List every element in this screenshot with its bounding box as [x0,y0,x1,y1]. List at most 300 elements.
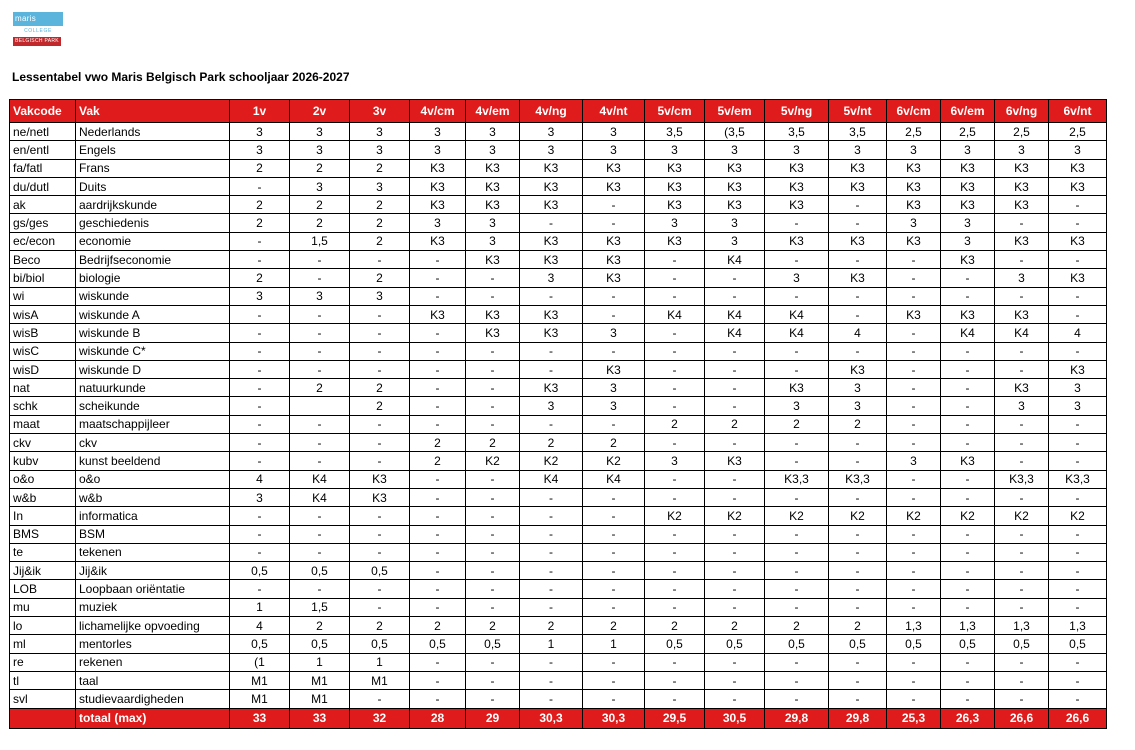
hours-cell: - [466,470,520,488]
hours-cell: 2,5 [941,123,995,141]
hours-cell: - [941,379,995,397]
hours-cell: - [645,488,705,506]
hours-cell: K3 [887,305,941,323]
vak-cell: Jij&ik [76,562,230,580]
hours-cell: - [583,342,645,360]
hours-cell: - [995,251,1049,269]
hours-cell: - [829,525,887,543]
hours-cell: - [466,671,520,689]
hours-cell: 3 [995,397,1049,415]
hours-cell: 2 [290,214,350,232]
hours-cell: K3 [583,177,645,195]
hours-cell: - [230,177,290,195]
hours-cell: - [765,653,829,671]
vak-cell: taal [76,671,230,689]
hours-cell: K3,3 [995,470,1049,488]
hours-cell: - [466,598,520,616]
hours-cell: - [645,342,705,360]
hours-cell: 3 [290,287,350,305]
vak-cell: tekenen [76,543,230,561]
hours-cell: - [230,580,290,598]
hours-cell: - [410,598,466,616]
vak-cell: Duits [76,177,230,195]
hours-cell: - [410,287,466,305]
hours-cell: 4 [1049,324,1107,342]
hours-cell: K3 [887,196,941,214]
total-cell: 28 [410,708,466,728]
hours-cell: K2 [995,507,1049,525]
logo-maris-text: maris [13,12,63,26]
hours-cell: - [645,525,705,543]
hours-cell: 0,5 [230,635,290,653]
hours-cell: 2 [350,379,410,397]
hours-cell: 0,5 [230,562,290,580]
hours-cell: 1,5 [290,232,350,250]
hours-cell: - [410,543,466,561]
hours-cell: 2 [705,415,765,433]
hours-cell: K3,3 [765,470,829,488]
hours-cell: K3 [410,196,466,214]
hours-cell: - [765,525,829,543]
hours-cell: 3 [466,141,520,159]
hours-cell: K2 [887,507,941,525]
hours-cell: K3 [829,177,887,195]
hours-cell: 3 [466,214,520,232]
hours-cell: K3 [350,488,410,506]
hours-cell: 3 [645,141,705,159]
hours-cell: - [645,379,705,397]
hours-cell: 4 [230,470,290,488]
hours-cell: K3 [520,196,583,214]
hours-cell: - [1049,653,1107,671]
hours-cell: 3 [705,232,765,250]
vak-cell: wiskunde C* [76,342,230,360]
table-row [10,159,1107,177]
hours-cell: - [765,342,829,360]
hours-cell: K2 [941,507,995,525]
hours-cell: - [645,562,705,580]
hours-cell: - [520,562,583,580]
vakcode-cell: wisB [10,324,76,342]
vak-cell: muziek [76,598,230,616]
hours-cell: 2 [230,269,290,287]
hours-cell: - [887,287,941,305]
total-cell: totaal (max) [76,708,230,728]
column-header: 4v/cm [410,100,466,123]
hours-cell: - [995,360,1049,378]
hours-cell: - [230,415,290,433]
column-header: 5v/em [705,100,765,123]
hours-cell: - [705,287,765,305]
table-row [10,397,1107,415]
hours-cell: - [645,360,705,378]
hours-cell: - [645,653,705,671]
hours-cell: - [410,379,466,397]
hours-cell: - [290,360,350,378]
hours-cell: - [230,452,290,470]
hours-cell: - [583,214,645,232]
hours-cell: 0,5 [410,635,466,653]
hours-cell: 3 [290,123,350,141]
hours-cell: - [520,690,583,708]
hours-cell: K3 [583,159,645,177]
table-row [10,305,1107,323]
table-row [10,525,1107,543]
hours-cell: - [829,434,887,452]
hours-cell: - [230,232,290,250]
vakcode-cell: ec/econ [10,232,76,250]
hours-cell: - [995,653,1049,671]
vak-cell: Engels [76,141,230,159]
hours-cell: M1 [230,690,290,708]
hours-cell: - [765,580,829,598]
logo-location-text: BELGISCH PARK [13,37,61,46]
hours-cell: - [995,415,1049,433]
hours-cell: K3 [705,177,765,195]
hours-cell: - [829,598,887,616]
hours-cell: - [765,562,829,580]
hours-cell: K3 [941,452,995,470]
hours-cell: 0,5 [290,562,350,580]
hours-cell: 3 [705,141,765,159]
column-header: 5v/cm [645,100,705,123]
hours-cell: - [583,653,645,671]
column-header: 5v/nt [829,100,887,123]
table-row [10,232,1107,250]
hours-cell: - [705,397,765,415]
hours-cell: - [705,598,765,616]
column-header: 5v/ng [765,100,829,123]
hours-cell: - [1049,488,1107,506]
hours-cell: 3 [520,123,583,141]
table-row [10,342,1107,360]
vakcode-cell: gs/ges [10,214,76,232]
hours-cell: - [410,488,466,506]
hours-cell: 1,3 [995,617,1049,635]
hours-cell: - [350,580,410,598]
table-row [10,690,1107,708]
total-cell: 26,6 [1049,708,1107,728]
hours-cell: - [887,379,941,397]
hours-cell: 3,5 [645,123,705,141]
hours-cell: - [290,269,350,287]
hours-cell: 0,5 [941,635,995,653]
hours-cell: K3 [887,232,941,250]
hours-cell: - [645,287,705,305]
hours-cell: K3 [765,177,829,195]
hours-cell: K3 [705,196,765,214]
hours-cell: K2 [583,452,645,470]
table-row [10,251,1107,269]
hours-cell: 0,5 [645,635,705,653]
vak-cell: maatschappijleer [76,415,230,433]
hours-cell: 2 [410,617,466,635]
vakcode-cell: Jij&ik [10,562,76,580]
hours-cell: - [1049,305,1107,323]
hours-cell: M1 [290,671,350,689]
hours-cell: - [1049,434,1107,452]
hours-cell: K4 [520,470,583,488]
vak-cell: natuurkunde [76,379,230,397]
hours-cell: K3 [520,251,583,269]
hours-cell: 3 [410,123,466,141]
hours-cell: - [941,580,995,598]
hours-cell: - [829,214,887,232]
hours-cell: K3 [466,159,520,177]
hours-cell: 2 [645,617,705,635]
hours-cell: - [941,488,995,506]
hours-cell: - [705,360,765,378]
hours-cell: 3 [583,379,645,397]
hours-cell: K3 [410,305,466,323]
column-header: Vakcode [10,100,76,123]
vak-cell: Loopbaan oriëntatie [76,580,230,598]
column-header: 4v/ng [520,100,583,123]
hours-cell: 2 [290,617,350,635]
hours-cell: - [995,287,1049,305]
hours-cell: - [1049,342,1107,360]
hours-cell: - [995,434,1049,452]
vak-cell: aardrijkskunde [76,196,230,214]
hours-cell: - [350,360,410,378]
vak-cell: studievaardigheden [76,690,230,708]
total-cell [10,708,76,728]
hours-cell: - [230,525,290,543]
hours-cell: - [466,269,520,287]
hours-cell: - [829,653,887,671]
vakcode-cell: wisC [10,342,76,360]
hours-cell: - [705,470,765,488]
hours-cell: - [466,690,520,708]
hours-cell: K3 [645,159,705,177]
hours-cell: - [995,543,1049,561]
vak-cell: scheikunde [76,397,230,415]
hours-cell: - [1049,598,1107,616]
hours-cell: - [1049,543,1107,561]
hours-cell: - [645,434,705,452]
hours-cell: - [583,598,645,616]
hours-cell: 2 [290,196,350,214]
hours-cell: - [887,434,941,452]
hours-cell: - [645,470,705,488]
hours-cell: - [520,580,583,598]
table-row [10,452,1107,470]
hours-cell: K3 [520,159,583,177]
hours-cell: - [765,251,829,269]
vakcode-cell: ml [10,635,76,653]
hours-cell: K2 [466,452,520,470]
vak-cell: lichamelijke opvoeding [76,617,230,635]
hours-cell: 0,5 [705,635,765,653]
hours-cell: - [230,342,290,360]
hours-cell: 2 [350,214,410,232]
hours-cell: - [583,690,645,708]
hours-cell: - [290,342,350,360]
vak-cell: biologie [76,269,230,287]
hours-cell: - [466,342,520,360]
hours-cell: - [290,251,350,269]
vak-cell: Bedrijfseconomie [76,251,230,269]
total-cell: 30,3 [583,708,645,728]
hours-cell: - [829,580,887,598]
hours-cell: - [941,562,995,580]
hours-cell: - [466,525,520,543]
hours-cell: 3 [829,141,887,159]
hours-cell: - [350,598,410,616]
table-row [10,360,1107,378]
hours-cell: 3 [765,269,829,287]
hours-cell: 0,5 [350,562,410,580]
vakcode-cell: BMS [10,525,76,543]
hours-cell: - [466,580,520,598]
hours-cell: K3 [829,360,887,378]
vak-cell: geschiedenis [76,214,230,232]
hours-cell: 3 [230,488,290,506]
hours-cell: - [520,415,583,433]
hours-cell: - [995,452,1049,470]
hours-cell: - [765,671,829,689]
hours-cell: 3 [887,452,941,470]
hours-cell: - [765,452,829,470]
hours-cell: K3 [829,159,887,177]
hours-cell: 4 [829,324,887,342]
hours-cell: - [410,580,466,598]
hours-cell: - [645,543,705,561]
hours-cell: M1 [350,671,410,689]
total-cell: 29,5 [645,708,705,728]
hours-cell: 2,5 [995,123,1049,141]
hours-cell: K3 [520,177,583,195]
hours-cell: - [705,580,765,598]
vak-cell: mentorles [76,635,230,653]
hours-cell: - [466,360,520,378]
hours-cell: 3 [583,324,645,342]
hours-cell: 2 [350,232,410,250]
hours-cell: K3 [887,177,941,195]
hours-cell: - [765,598,829,616]
hours-cell: - [645,671,705,689]
hours-cell: 2 [583,617,645,635]
vak-cell: Frans [76,159,230,177]
hours-cell: 3 [829,379,887,397]
hours-cell: 2 [520,434,583,452]
vakcode-cell: wi [10,287,76,305]
total-cell: 25,3 [887,708,941,728]
table-row [10,287,1107,305]
column-header: 2v [290,100,350,123]
hours-cell: K3 [995,232,1049,250]
hours-cell: K3 [466,251,520,269]
hours-cell: - [410,690,466,708]
hours-cell: K3 [941,196,995,214]
hours-cell: K4 [645,305,705,323]
hours-cell: K3 [995,177,1049,195]
hours-cell: - [705,562,765,580]
hours-cell: 2 [583,434,645,452]
table-row [10,580,1107,598]
hours-cell: K3 [520,324,583,342]
hours-cell: K3 [995,196,1049,214]
hours-cell: - [765,543,829,561]
hours-cell: - [520,525,583,543]
hours-cell: K3 [941,177,995,195]
hours-cell: K3 [765,232,829,250]
hours-cell: - [765,488,829,506]
table-row [10,671,1107,689]
hours-cell: 1 [350,653,410,671]
school-logo [13,12,63,46]
vakcode-cell: bi/biol [10,269,76,287]
column-header: 6v/ng [995,100,1049,123]
column-header: 4v/em [466,100,520,123]
hours-cell: 1,3 [887,617,941,635]
hours-cell: - [583,287,645,305]
hours-cell: 2 [350,196,410,214]
hours-cell: - [350,507,410,525]
hours-cell: K3 [941,251,995,269]
hours-cell: - [887,690,941,708]
hours-cell: - [995,580,1049,598]
hours-cell: 2 [410,434,466,452]
hours-cell: K3 [520,232,583,250]
hours-cell: K4 [765,305,829,323]
table-row [10,653,1107,671]
hours-cell: - [466,653,520,671]
hours-cell: K3 [645,177,705,195]
hours-cell: 0,5 [350,635,410,653]
hours-cell: K3 [466,305,520,323]
vak-cell: BSM [76,525,230,543]
hours-cell: - [645,269,705,287]
hours-cell: K3,3 [829,470,887,488]
hours-cell: - [466,488,520,506]
hours-cell: - [583,543,645,561]
hours-cell: - [887,360,941,378]
hours-cell: K3 [1049,360,1107,378]
hours-cell: - [583,562,645,580]
hours-cell: - [829,562,887,580]
hours-cell: - [705,269,765,287]
hours-cell: 3 [290,177,350,195]
vak-cell: wiskunde A [76,305,230,323]
hours-cell: - [290,434,350,452]
hours-cell: - [995,214,1049,232]
total-cell: 32 [350,708,410,728]
hours-cell: - [290,507,350,525]
hours-cell: 2 [290,379,350,397]
vakcode-cell: ckv [10,434,76,452]
total-row [10,708,1107,728]
document-title: Lessentabel vwo Maris Belgisch Park schooljaar 2026-2027 [12,70,350,84]
table-row [10,415,1107,433]
hours-cell: 3 [410,141,466,159]
hours-cell: - [941,690,995,708]
hours-cell: - [887,562,941,580]
hours-cell: - [941,415,995,433]
hours-cell: - [466,379,520,397]
vakcode-cell: nat [10,379,76,397]
hours-cell: - [887,671,941,689]
hours-cell: K4 [765,324,829,342]
vak-cell: economie [76,232,230,250]
hours-cell: 3,5 [829,123,887,141]
hours-cell: - [829,196,887,214]
vakcode-cell: Beco [10,251,76,269]
hours-cell: - [887,269,941,287]
hours-cell: 1 [230,598,290,616]
hours-cell: K3 [520,305,583,323]
hours-cell: K3 [350,470,410,488]
